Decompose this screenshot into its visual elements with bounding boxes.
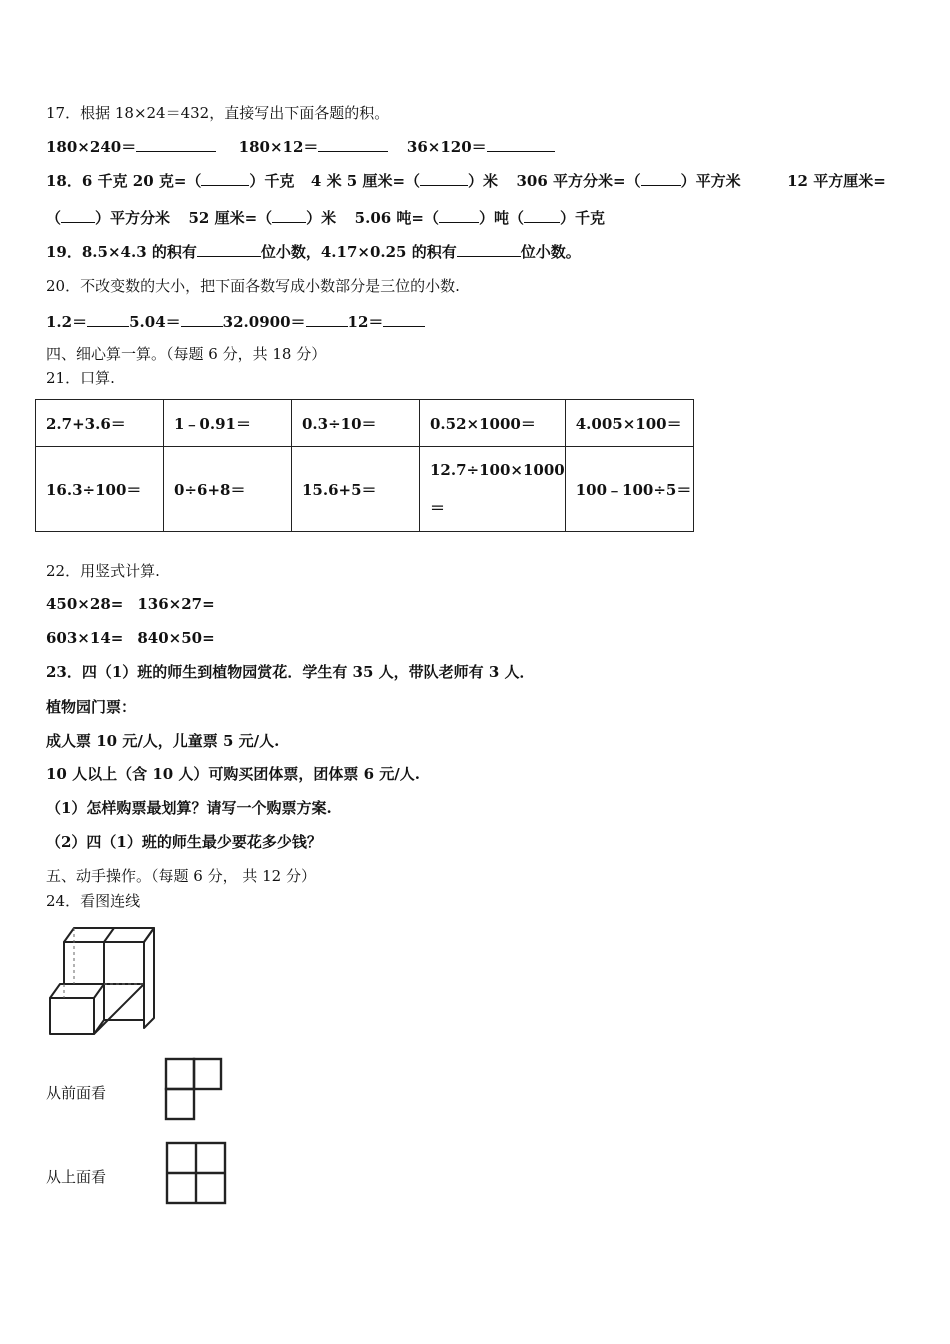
answer-blank[interactable] xyxy=(197,242,261,257)
q18-text: 18．6 千克 20 克=（ xyxy=(46,172,202,190)
q18-text: 5.06 吨=（ xyxy=(354,209,439,227)
q18-text: ）平方米 xyxy=(680,172,741,190)
table-cell[interactable] xyxy=(420,447,566,532)
q22-item: 840×50= xyxy=(137,629,215,647)
table-cell[interactable]: 100﹣100÷5＝ xyxy=(565,447,693,532)
table-cell[interactable]: 1﹣0.91＝ xyxy=(164,400,292,447)
q19-text: 位小数，4.17×0.25 的积有 xyxy=(260,243,457,261)
answer-blank[interactable] xyxy=(306,312,348,327)
q18-line1 xyxy=(46,171,886,191)
q19-text: 位小数。 xyxy=(520,243,581,261)
table-cell[interactable]: 0.3÷10＝ xyxy=(292,400,420,447)
table-cell[interactable]: 16.3÷100＝ xyxy=(36,447,164,532)
q20-item: 12＝ xyxy=(347,313,384,331)
answer-blank[interactable] xyxy=(181,312,223,327)
q24-prompt: 24．看图连线 xyxy=(46,892,141,910)
q18-text: ）米 xyxy=(306,209,337,227)
q18-text: ）米 xyxy=(468,172,499,190)
q22-item: 136×27= xyxy=(137,595,215,613)
front-view-label: 从前面看 xyxy=(46,1084,107,1102)
front-view-figure[interactable] xyxy=(163,1056,225,1122)
answer-blank[interactable] xyxy=(272,208,306,223)
q18-text: 4 米 5 厘米=（ xyxy=(310,172,421,190)
q18-text: ）吨（ xyxy=(478,209,524,227)
q18-text: ）千克 xyxy=(249,172,295,190)
q23-sub2: （2）四（1）班的师生最少要花多少钱？ xyxy=(46,833,322,851)
section4-heading: 四、细心算一算。（每题 6 分，共 18 分） xyxy=(46,345,327,363)
q23-prompt: 23．四（1）班的师生到植物园赏花．学生有 35 人，带队老师有 3 人． xyxy=(46,663,535,681)
table-cell-line: ＝ xyxy=(430,499,446,517)
q18-text: 12 平方厘米= xyxy=(787,172,886,190)
table-cell[interactable]: 0.52×1000＝ xyxy=(420,400,566,447)
answer-blank[interactable] xyxy=(457,242,521,257)
q17-item-1: 180×240＝ xyxy=(46,138,137,156)
q23-sub1: （1）怎样购票最划算？请写一个购票方案. xyxy=(46,799,332,817)
q18-text: 52 厘米=（ xyxy=(188,209,273,227)
answer-blank[interactable] xyxy=(383,312,425,327)
table-cell[interactable]: 2.7+3.6＝ xyxy=(36,400,164,447)
q18-text: ）平方分米 xyxy=(95,209,171,227)
mental-math-table xyxy=(35,399,694,532)
q22-prompt: 22．用竖式计算. xyxy=(46,562,160,580)
q20-item: 32.0900＝ xyxy=(222,313,306,331)
answer-blank[interactable] xyxy=(439,208,479,223)
q21-prompt: 21．口算. xyxy=(46,369,115,387)
answer-blank[interactable] xyxy=(487,137,555,152)
q17-prompt: 17．根据 18×24＝432，直接写出下面各题的积。 xyxy=(46,104,390,122)
answer-blank[interactable] xyxy=(87,312,129,327)
answer-blank[interactable] xyxy=(136,137,216,152)
q18-line2 xyxy=(46,208,605,228)
q23-ticket-title: 植物园门票： xyxy=(46,698,137,716)
q19 xyxy=(46,242,581,262)
answer-blank[interactable] xyxy=(641,171,681,186)
q17-item-3: 36×120＝ xyxy=(406,138,487,156)
answer-blank[interactable] xyxy=(201,171,249,186)
q19-text: 19．8.5×4.3 的积有 xyxy=(46,243,197,261)
answer-blank[interactable] xyxy=(420,171,468,186)
answer-blank[interactable] xyxy=(524,208,560,223)
answer-blank[interactable] xyxy=(61,208,95,223)
q20-prompt: 20．不改变数的大小，把下面各数写成小数部分是三位的小数. xyxy=(46,277,460,295)
q20-items xyxy=(46,312,425,332)
table-row xyxy=(36,400,694,447)
q18-text: （ xyxy=(46,209,62,227)
q17-item-2: 180×12＝ xyxy=(238,138,319,156)
q23-price: 成人票 10 元/人，儿童票 5 元/人. xyxy=(46,732,280,750)
q23-group: 10 人以上（含 10 人）可购买团体票，团体票 6 元/人. xyxy=(46,765,420,783)
table-cell[interactable]: 0÷6+8＝ xyxy=(164,447,292,532)
table-cell[interactable]: 15.6+5＝ xyxy=(292,447,420,532)
q18-text: 306 平方分米=（ xyxy=(516,172,641,190)
q22-item: 450×28= xyxy=(46,595,124,613)
q22-item: 603×14= xyxy=(46,629,124,647)
q22-row1 xyxy=(46,594,215,614)
q17-items xyxy=(46,137,555,157)
top-view-figure[interactable] xyxy=(164,1140,228,1206)
cube-stack-figure xyxy=(44,922,160,1040)
q20-item: 1.2＝ xyxy=(46,313,88,331)
answer-blank[interactable] xyxy=(318,137,388,152)
q20-item: 5.04＝ xyxy=(129,313,181,331)
table-cell-line: 12.7÷100×1000 xyxy=(430,461,565,479)
top-view-label: 从上面看 xyxy=(46,1168,107,1186)
q18-text: ）千克 xyxy=(560,209,606,227)
table-cell[interactable]: 4.005×100＝ xyxy=(565,400,693,447)
table-row xyxy=(36,447,694,532)
q22-row2 xyxy=(46,628,215,648)
section5-heading: 五、动手操作。（每题 6 分， 共 12 分） xyxy=(46,867,316,885)
